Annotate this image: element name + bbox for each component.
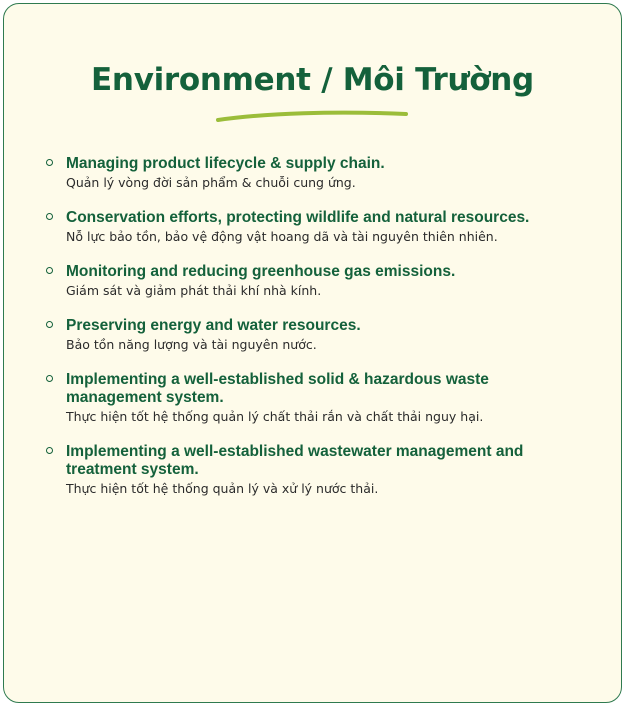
item-english-text: Conservation efforts, protecting wildlife and natural resources. (66, 209, 530, 226)
item-vietnamese-text: Quản lý vòng đời sản phẩm & chuỗi cung ứng. (66, 175, 356, 190)
item-vietnamese-text: Thực hiện tốt hệ thống quản lý chất thải rắn và chất thải nguy hại. (66, 409, 484, 424)
item-vietnamese-text: Nỗ lực bảo tồn, bảo vệ động vật hoang dã và tài nguyên thiên nhiên. (66, 229, 498, 244)
bullet-circle-icon (46, 267, 53, 274)
environment-card (3, 3, 622, 703)
bullet-circle-icon (46, 159, 53, 166)
list-item (44, 155, 564, 192)
bullet-circle-icon (46, 375, 53, 382)
environment-list (44, 155, 564, 515)
page-title: Environment / Môi Trường (91, 62, 534, 98)
item-english-text: Managing product lifecycle & supply chain. (66, 155, 385, 172)
bullet-circle-icon (46, 213, 53, 220)
title-underline-swoosh (216, 109, 408, 123)
item-vietnamese-text: Giám sát và giảm phát thải khí nhà kính. (66, 283, 322, 298)
item-english-text: Preserving energy and water resources. (66, 317, 361, 334)
item-english-text: Monitoring and reducing greenhouse gas emissions. (66, 263, 456, 280)
bullet-circle-icon (46, 321, 53, 328)
list-item (44, 443, 564, 498)
list-item (44, 317, 564, 354)
list-item (44, 371, 564, 426)
item-english-text: Implementing a well-established solid & hazardous waste management system. (66, 371, 489, 406)
item-vietnamese-text: Bảo tồn năng lượng và tài nguyên nước. (66, 337, 317, 352)
list-item (44, 209, 564, 246)
bullet-circle-icon (46, 447, 53, 454)
item-vietnamese-text: Thực hiện tốt hệ thống quản lý và xử lý nước thải. (66, 481, 379, 496)
item-english-text: Implementing a well-established wastewater management and treatment system. (66, 443, 524, 478)
list-item (44, 263, 564, 300)
